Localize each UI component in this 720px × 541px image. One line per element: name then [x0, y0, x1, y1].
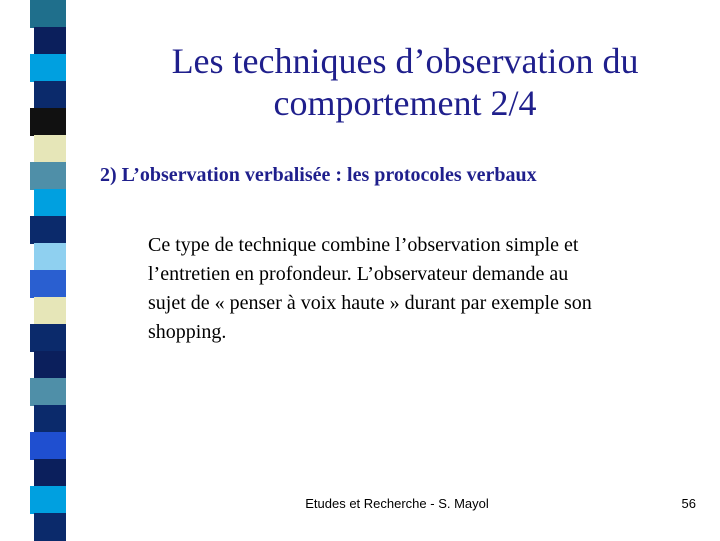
- stripe-block: [30, 162, 66, 190]
- stripe-block: [34, 243, 66, 271]
- slide-subtitle: 2) L’observation verbalisée : les protocoles verbaux: [100, 164, 537, 186]
- page-number: 56: [681, 496, 696, 511]
- body-line-4: shopping.: [148, 321, 227, 343]
- body-line-1: Ce type de technique combine l’observation simple et: [148, 234, 579, 256]
- stripe-block: [34, 513, 66, 541]
- stripe-block: [30, 216, 66, 244]
- stripe-block: [34, 135, 66, 163]
- stripe-block: [34, 459, 66, 487]
- stripe-block: [30, 270, 66, 298]
- stripe-block: [34, 297, 66, 325]
- stripe-block: [30, 324, 66, 352]
- stripe-block: [30, 108, 66, 136]
- slide-footer: Etudes et Recherche - S. Mayol: [305, 496, 489, 511]
- stripe-block: [34, 27, 66, 55]
- stripe-block: [34, 189, 66, 217]
- stripe-block: [30, 54, 66, 82]
- stripe-block: [30, 432, 66, 460]
- body-line-2: l’entretien en profondeur. L’observateur demande au: [148, 263, 569, 285]
- title-line-2: comportement 2/4: [273, 83, 537, 123]
- slide-body: [148, 231, 698, 347]
- stripe-block: [30, 486, 66, 514]
- stripe-block: [34, 81, 66, 109]
- stripe-block: [30, 378, 66, 406]
- slide-title: [90, 40, 720, 124]
- stripe-block: [34, 351, 66, 379]
- body-line-3: sujet de « penser à voix haute » durant par exemple son: [148, 292, 592, 314]
- stripe-block: [34, 405, 66, 433]
- stripe-block: [30, 0, 66, 28]
- title-line-1: Les techniques d’observation du: [171, 41, 639, 81]
- decorative-stripe: [0, 0, 72, 540]
